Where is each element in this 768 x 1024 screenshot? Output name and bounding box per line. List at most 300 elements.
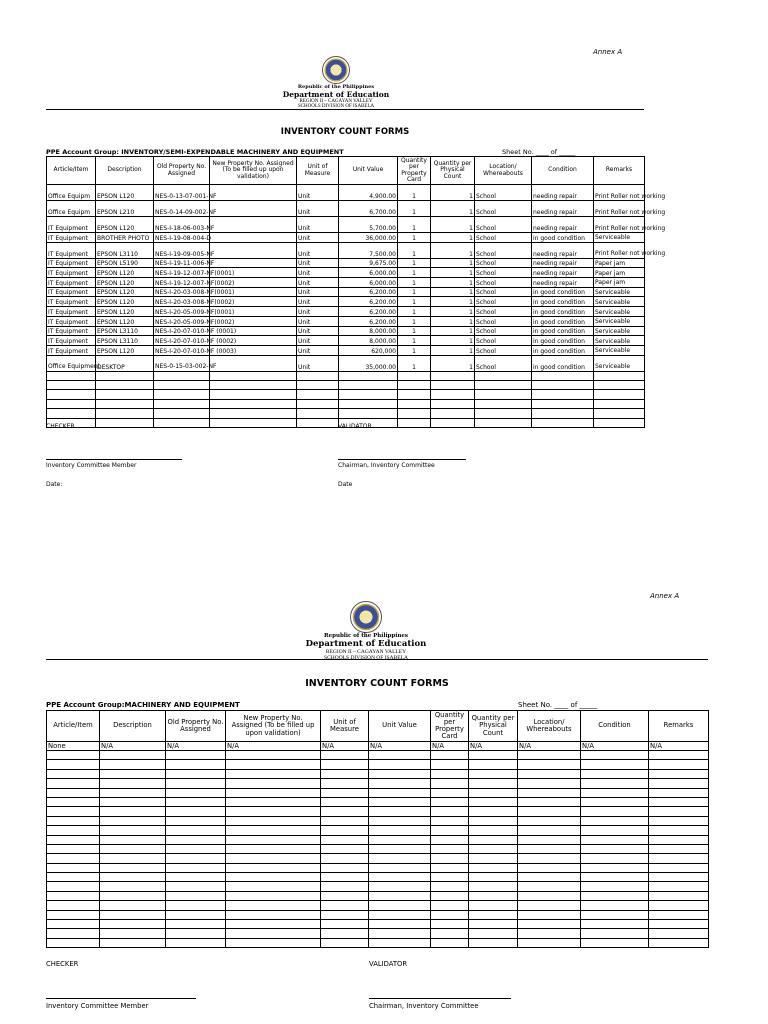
cell-new-property-no <box>226 835 321 844</box>
table-row <box>47 326 645 336</box>
cell-remarks: N/A <box>649 742 709 751</box>
cell-unit-value <box>369 769 431 778</box>
cell-condition <box>581 788 649 797</box>
cell-unit-value <box>369 910 431 919</box>
cell-qty-physical-count <box>431 409 475 418</box>
member-label: Inventory Committee Member <box>46 462 137 469</box>
cell-qty-physical-count: 1 <box>431 355 475 371</box>
cell-qty-property-card: 1 <box>398 217 431 233</box>
cell-new-property-no <box>226 920 321 929</box>
cell-old-property-no <box>166 854 226 863</box>
cell-unit-value <box>339 371 398 380</box>
table-row <box>47 307 645 317</box>
cell-qty-property-card: 1 <box>398 287 431 297</box>
cell-condition <box>581 807 649 816</box>
cell-unit-value <box>339 399 398 408</box>
cell-description <box>100 835 166 844</box>
column-header-condition: Condition <box>532 157 594 185</box>
cell-unit-of-measure <box>321 816 369 825</box>
cell-unit-value <box>369 891 431 900</box>
division-line: SCHOOLS DIVISION OF ISABELA <box>297 104 375 109</box>
cell-old-property-no <box>166 816 226 825</box>
cell-qty-physical-count: 1 <box>431 307 475 317</box>
table-row <box>47 287 645 297</box>
cell-description <box>100 797 166 806</box>
cell-condition <box>581 835 649 844</box>
cell-article-item <box>47 769 100 778</box>
cell-article-item: Office Equipment <box>47 355 96 371</box>
cell-qty-physical-count <box>469 835 518 844</box>
empty-table-row <box>47 920 709 929</box>
cell-description: EPSON L3110 <box>96 242 154 258</box>
cell-remarks <box>649 788 709 797</box>
cell-unit-of-measure: Unit <box>297 185 339 201</box>
cell-location: School <box>475 242 532 258</box>
cell-article-item <box>47 929 100 938</box>
cell-description <box>100 807 166 816</box>
cell-unit-value <box>369 826 431 835</box>
cell-remarks: Print Roller not working <box>594 201 645 217</box>
cell-unit-of-measure <box>321 891 369 900</box>
cell-location <box>475 371 532 380</box>
cell-qty-physical-count <box>469 826 518 835</box>
cell-new-property-no <box>226 910 321 919</box>
cell-condition <box>581 854 649 863</box>
cell-condition: needing repair <box>532 258 594 268</box>
cell-condition <box>581 910 649 919</box>
cell-old-property-no: NES-I-20-03-008-NF(0001) <box>154 287 210 297</box>
cell-condition <box>532 390 594 399</box>
cell-unit-value <box>369 807 431 816</box>
cell-new-property-no <box>210 399 297 408</box>
cell-qty-physical-count <box>469 779 518 788</box>
cell-qty-physical-count <box>431 399 475 408</box>
cell-old-property-no: NES-I-19-09-005-NF <box>154 242 210 258</box>
cell-condition <box>532 380 594 389</box>
cell-condition: in good condition <box>532 316 594 326</box>
cell-unit-of-measure <box>321 751 369 760</box>
cell-qty-property-card <box>431 929 469 938</box>
cell-old-property-no: NES-0-15-03-002-NF <box>154 355 210 371</box>
cell-remarks <box>594 390 645 399</box>
cell-location: School <box>475 345 532 355</box>
cell-location: School <box>475 185 532 201</box>
cell-qty-physical-count: 1 <box>431 242 475 258</box>
cell-unit-value <box>369 779 431 788</box>
empty-table-row <box>47 891 709 900</box>
cell-new-property-no <box>226 797 321 806</box>
cell-location: School <box>475 258 532 268</box>
cell-unit-of-measure <box>321 873 369 882</box>
cell-qty-physical-count <box>469 760 518 769</box>
chairman-signature-line <box>369 998 511 999</box>
cell-unit-of-measure <box>321 769 369 778</box>
cell-condition: in good condition <box>532 233 594 243</box>
deped-seal-icon <box>350 601 382 633</box>
cell-article-item <box>47 901 100 910</box>
cell-unit-value: 9,675.00 <box>339 258 398 268</box>
cell-location: School <box>475 233 532 243</box>
cell-new-property-no <box>210 390 297 399</box>
cell-qty-property-card: 1 <box>398 326 431 336</box>
cell-qty-physical-count <box>469 882 518 891</box>
cell-remarks: Print Roller not working <box>594 242 645 258</box>
empty-table-row <box>47 380 645 389</box>
cell-remarks <box>649 873 709 882</box>
cell-article-item: IT Equipment <box>47 316 96 326</box>
member-signature-line <box>46 998 196 999</box>
empty-table-row <box>47 938 709 947</box>
cell-unit-value <box>369 938 431 947</box>
validator-label: VALIDATOR <box>369 960 408 968</box>
cell-condition <box>581 891 649 900</box>
cell-qty-property-card <box>431 788 469 797</box>
cell-qty-physical-count <box>469 910 518 919</box>
cell-unit-of-measure: Unit <box>297 307 339 317</box>
cell-qty-property-card <box>431 882 469 891</box>
cell-unit-of-measure: Unit <box>297 278 339 288</box>
cell-article-item <box>47 760 100 769</box>
cell-condition: N/A <box>581 742 649 751</box>
cell-old-property-no <box>166 751 226 760</box>
column-header-qty-physical-count: Quantity per Physical Count <box>431 157 475 185</box>
cell-article-item: Office Equipm <box>47 185 96 201</box>
cell-qty-physical-count: 1 <box>431 316 475 326</box>
column-header-remarks: Remarks <box>649 711 709 742</box>
table-row <box>47 297 645 307</box>
cell-qty-physical-count <box>431 371 475 380</box>
cell-article-item <box>47 854 100 863</box>
cell-location <box>518 826 581 835</box>
empty-table-row <box>47 816 709 825</box>
empty-table-row <box>47 399 645 408</box>
cell-article-item: IT Equipment <box>47 326 96 336</box>
cell-description <box>100 826 166 835</box>
cell-unit-value: 35,000.00 <box>339 355 398 371</box>
cell-remarks <box>594 380 645 389</box>
cell-old-property-no: NES-I-20-03-008-NF(0002) <box>154 297 210 307</box>
cell-location: School <box>475 278 532 288</box>
column-header-article-item: Article/Item <box>47 711 100 742</box>
cell-qty-physical-count: 1 <box>431 297 475 307</box>
cell-old-property-no <box>166 882 226 891</box>
cell-condition <box>581 779 649 788</box>
cell-location: School <box>475 336 532 346</box>
cell-article-item <box>47 816 100 825</box>
cell-unit-value <box>369 920 431 929</box>
cell-article-item: IT Equipment <box>47 233 96 243</box>
empty-table-row <box>47 769 709 778</box>
cell-description <box>100 910 166 919</box>
cell-location: School <box>475 217 532 233</box>
cell-old-property-no <box>154 418 210 427</box>
cell-location <box>518 769 581 778</box>
cell-condition: in good condition <box>532 287 594 297</box>
cell-qty-property-card <box>398 399 431 408</box>
cell-old-property-no <box>154 380 210 389</box>
cell-article-item <box>47 409 96 418</box>
cell-qty-property-card: 1 <box>398 268 431 278</box>
table-row <box>47 278 645 288</box>
cell-description <box>96 409 154 418</box>
cell-qty-physical-count <box>431 418 475 427</box>
cell-old-property-no <box>166 760 226 769</box>
cell-condition: needing repair <box>532 185 594 201</box>
cell-condition <box>581 882 649 891</box>
cell-new-property-no <box>210 371 297 380</box>
cell-remarks <box>649 929 709 938</box>
cell-remarks <box>649 882 709 891</box>
cell-qty-property-card <box>431 826 469 835</box>
cell-old-property-no: NES-I-19-11-006-NF <box>154 258 210 268</box>
cell-new-property-no <box>210 242 297 258</box>
empty-table-row <box>47 826 709 835</box>
cell-location <box>518 816 581 825</box>
cell-unit-of-measure: Unit <box>297 242 339 258</box>
cell-qty-property-card <box>431 873 469 882</box>
cell-description <box>100 873 166 882</box>
cell-unit-value <box>369 882 431 891</box>
cell-unit-of-measure <box>297 371 339 380</box>
cell-qty-property-card: 1 <box>398 355 431 371</box>
cell-location <box>518 797 581 806</box>
cell-description: EPSON L120 <box>96 307 154 317</box>
cell-unit-of-measure <box>321 929 369 938</box>
cell-remarks <box>649 863 709 872</box>
cell-article-item <box>47 882 100 891</box>
cell-remarks <box>649 779 709 788</box>
cell-condition <box>581 816 649 825</box>
cell-new-property-no <box>226 844 321 853</box>
cell-location <box>475 390 532 399</box>
column-header-new-property-no: New Property No. Assigned (To be filled up upon validation) <box>226 711 321 742</box>
cell-remarks <box>649 938 709 947</box>
cell-condition <box>532 418 594 427</box>
cell-condition <box>581 797 649 806</box>
cell-article-item <box>47 751 100 760</box>
column-header-qty-property-card: Quantity per Property Card <box>431 711 469 742</box>
cell-qty-physical-count <box>469 788 518 797</box>
inventory-table <box>46 156 666 428</box>
cell-remarks: Serviceable <box>594 326 645 336</box>
cell-remarks: Paper jam <box>594 258 645 268</box>
cell-qty-physical-count <box>469 769 518 778</box>
cell-description <box>96 371 154 380</box>
table-row <box>47 242 645 258</box>
cell-qty-property-card <box>431 910 469 919</box>
cell-description <box>100 769 166 778</box>
cell-description: EPSON L120 <box>96 185 154 201</box>
cell-remarks <box>649 920 709 929</box>
cell-new-property-no <box>210 185 297 201</box>
cell-qty-physical-count <box>469 920 518 929</box>
cell-article-item <box>47 844 100 853</box>
header-rule <box>46 109 644 110</box>
cell-qty-physical-count: 1 <box>431 201 475 217</box>
column-header-description: Description <box>96 157 154 185</box>
cell-unit-value: 620,000 <box>339 345 398 355</box>
cell-old-property-no <box>154 399 210 408</box>
cell-article-item <box>47 390 96 399</box>
cell-unit-of-measure: Unit <box>297 297 339 307</box>
cell-unit-value: 5,700.00 <box>339 217 398 233</box>
cell-unit-value: 6,200.00 <box>339 297 398 307</box>
cell-location <box>518 760 581 769</box>
empty-table-row <box>47 760 709 769</box>
cell-location <box>518 854 581 863</box>
table-row <box>47 258 645 268</box>
cell-qty-physical-count <box>469 816 518 825</box>
cell-unit-value: 6,200.00 <box>339 316 398 326</box>
cell-qty-property-card: 1 <box>398 185 431 201</box>
cell-remarks <box>649 844 709 853</box>
cell-remarks <box>649 769 709 778</box>
cell-unit-of-measure <box>297 399 339 408</box>
cell-unit-of-measure <box>321 826 369 835</box>
cell-new-property-no <box>226 891 321 900</box>
cell-location <box>518 901 581 910</box>
cell-unit-of-measure <box>321 901 369 910</box>
cell-article-item <box>47 380 96 389</box>
header-rule <box>46 659 708 660</box>
cell-article-item <box>47 399 96 408</box>
cell-qty-property-card <box>431 901 469 910</box>
cell-remarks: Print Roller not working <box>594 185 645 201</box>
cell-unit-value: N/A <box>369 742 431 751</box>
cell-description: EPSON L120 <box>96 297 154 307</box>
cell-location <box>518 788 581 797</box>
account-group: PPE Account Group:MACHINERY AND EQUIPMENT <box>46 701 240 709</box>
cell-old-property-no: NES-0-14-09-002-NF <box>154 201 210 217</box>
cell-old-property-no: NES-I-20-07-010-NF (0002) <box>154 336 210 346</box>
cell-old-property-no <box>166 901 226 910</box>
cell-unit-of-measure <box>297 380 339 389</box>
cell-unit-of-measure: Unit <box>297 268 339 278</box>
cell-unit-of-measure: Unit <box>297 326 339 336</box>
cell-description: EPSON L3110 <box>96 336 154 346</box>
cell-qty-property-card: 1 <box>398 258 431 268</box>
cell-unit-value: 8,000.00 <box>339 326 398 336</box>
cell-old-property-no: NES-0-13-07-001-NF <box>154 185 210 201</box>
cell-description: EPSON L120 <box>96 217 154 233</box>
column-header-qty-physical-count: Quantity per Physical Count <box>469 711 518 742</box>
cell-qty-physical-count: 1 <box>431 268 475 278</box>
cell-new-property-no <box>226 751 321 760</box>
cell-new-property-no <box>226 760 321 769</box>
cell-location <box>475 380 532 389</box>
cell-qty-physical-count <box>469 751 518 760</box>
cell-article-item <box>47 920 100 929</box>
cell-description <box>96 380 154 389</box>
cell-location <box>518 920 581 929</box>
cell-qty-physical-count: 1 <box>431 233 475 243</box>
cell-qty-physical-count: 1 <box>431 258 475 268</box>
cell-location <box>518 882 581 891</box>
cell-remarks <box>594 418 645 427</box>
column-header-new-property-no: New Property No. Assigned (To be filled up upon validation) <box>210 157 297 185</box>
cell-unit-of-measure <box>297 390 339 399</box>
cell-qty-property-card: 1 <box>398 201 431 217</box>
cell-qty-property-card <box>431 938 469 947</box>
cell-condition <box>581 920 649 929</box>
cell-location <box>518 779 581 788</box>
cell-remarks <box>649 816 709 825</box>
cell-new-property-no <box>210 233 297 243</box>
cell-description <box>100 938 166 947</box>
column-header-unit-value: Unit Value <box>339 157 398 185</box>
cell-description <box>100 854 166 863</box>
cell-unit-of-measure <box>321 854 369 863</box>
cell-new-property-no <box>226 882 321 891</box>
cell-condition <box>581 938 649 947</box>
cell-qty-property-card <box>431 779 469 788</box>
validator-label: VALIDATOR <box>338 423 372 430</box>
deped-header <box>266 601 466 661</box>
empty-table-row <box>47 882 709 891</box>
cell-qty-property-card <box>431 816 469 825</box>
table-row <box>47 742 709 751</box>
cell-qty-property-card <box>431 844 469 853</box>
cell-qty-physical-count: 1 <box>431 278 475 288</box>
cell-condition <box>581 751 649 760</box>
cell-qty-property-card: 1 <box>398 336 431 346</box>
sheet-number: Sheet No. ____ of _____ <box>502 148 576 156</box>
cell-unit-value <box>369 844 431 853</box>
empty-table-row <box>47 844 709 853</box>
cell-remarks <box>649 854 709 863</box>
cell-new-property-no <box>226 863 321 872</box>
table-row <box>47 355 645 371</box>
cell-unit-value: 36,000.00 <box>339 233 398 243</box>
cell-remarks: Print Roller not working <box>594 217 645 233</box>
empty-table-row <box>47 910 709 919</box>
cell-unit-of-measure: Unit <box>297 336 339 346</box>
cell-unit-of-measure <box>321 910 369 919</box>
cell-qty-property-card <box>431 863 469 872</box>
cell-remarks: Serviceable <box>594 355 645 371</box>
cell-location: School <box>475 268 532 278</box>
cell-qty-property-card: 1 <box>398 345 431 355</box>
cell-old-property-no: NES-I-18-06-003-NF <box>154 217 210 233</box>
cell-qty-property-card: 1 <box>398 233 431 243</box>
cell-qty-property-card <box>431 769 469 778</box>
column-header-location: Location/ Whereabouts <box>475 157 532 185</box>
cell-article-item <box>47 938 100 947</box>
cell-qty-physical-count <box>431 390 475 399</box>
cell-old-property-no <box>166 835 226 844</box>
cell-article-item: IT Equipment <box>47 258 96 268</box>
cell-qty-property-card: 1 <box>398 297 431 307</box>
cell-unit-value <box>369 816 431 825</box>
cell-new-property-no <box>226 807 321 816</box>
column-header-article-item: Article/Item <box>47 157 96 185</box>
member-label: Inventory Committee Member <box>46 1002 149 1010</box>
cell-article-item <box>47 910 100 919</box>
table-row <box>47 268 645 278</box>
cell-condition: in good condition <box>532 326 594 336</box>
empty-table-row <box>47 835 709 844</box>
cell-description <box>100 929 166 938</box>
member-signature-line <box>46 459 182 460</box>
column-header-remarks: Remarks <box>594 157 645 185</box>
form-title: INVENTORY COUNT FORMS <box>305 678 449 689</box>
cell-old-property-no <box>166 807 226 816</box>
cell-description: EPSON L120 <box>96 316 154 326</box>
cell-condition <box>532 399 594 408</box>
cell-condition <box>581 844 649 853</box>
table-row <box>47 345 645 355</box>
cell-location <box>518 929 581 938</box>
